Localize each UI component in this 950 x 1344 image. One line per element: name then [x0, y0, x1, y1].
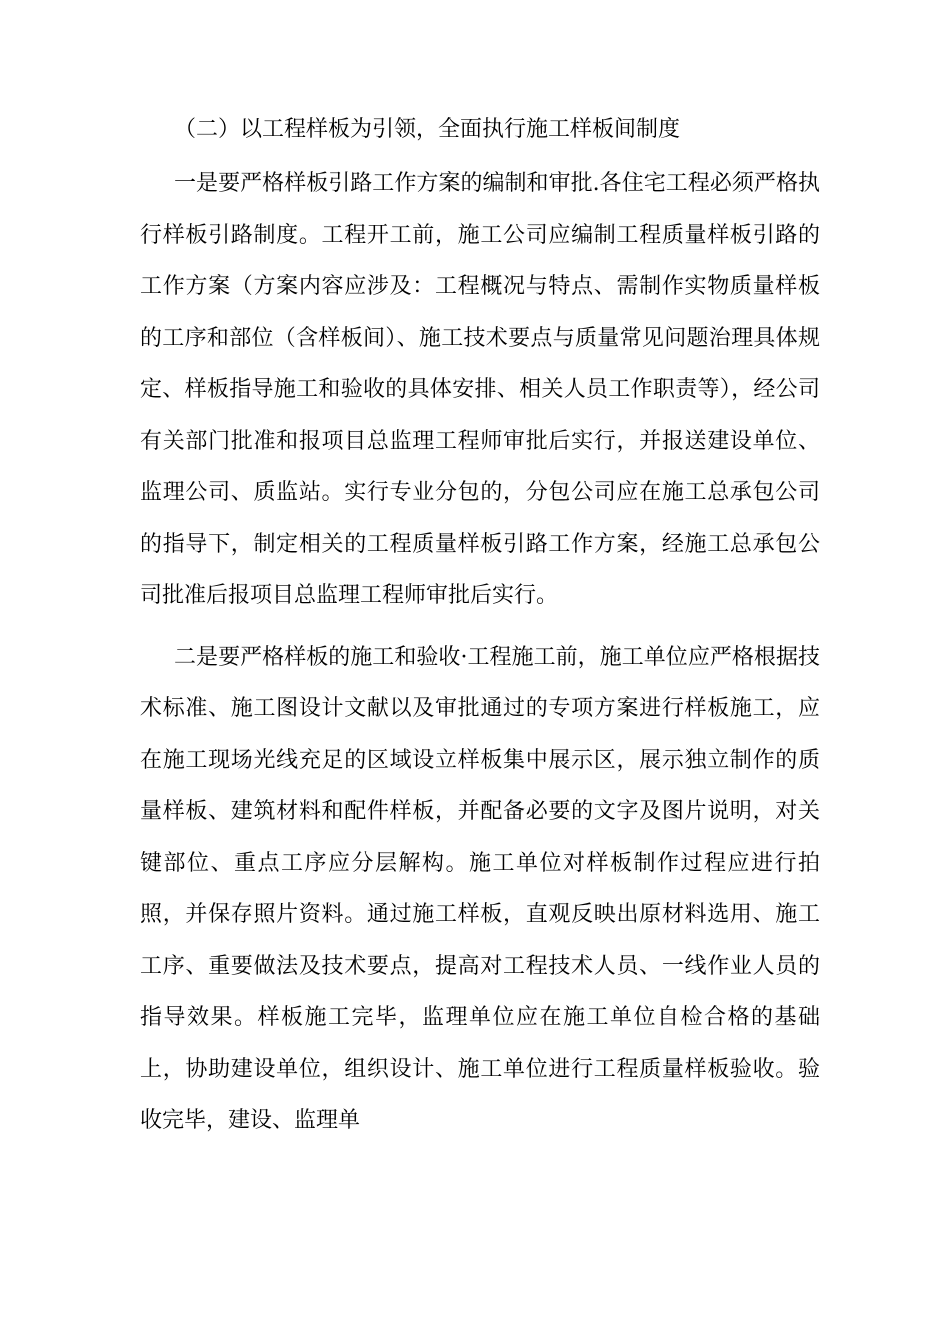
- section-heading: （二）以工程样板为引领，全面执行施工样板间制度: [174, 117, 681, 142]
- paragraph-1: 一是要严格样板引路工作方案的编制和审批.各住宅工程必须严格执行样板引路制度。工程开工前，施工公司应编制工程质量样板引路的工作方案（方案内容应涉及：工程概况与特点、需制作实物质量样板的工序和部位（含样板间）、施工技术要点与质量常见问题治理具体规定、样板指导施工和验收的具体安排、相关人员工作职责等），经公司有关部门批准和报项目总监理工程师审批后实行，并报送建设单位、监理公司、质监站。实行专业分包的，分包公司应在施工总承包公司的指导下，制定相关的工程质量样板引路工作方案，经施工总承包公司批准后报项目总监理工程师审批后实行。: [140, 171, 820, 608]
- paragraph-2: 二是要严格样板的施工和验收·工程施工前，施工单位应严格根据技术标准、施工图设计文献以及审批通过的专项方案进行样板施工，应在施工现场光线充足的区域设立样板集中展示区，展示独立制作的质量样板、建筑材料和配件样板，并配备必要的文字及图片说明，对关键部位、重点工序应分层解构。施工单位对样板制作过程应进行拍照，并保存照片资料。通过施工样板，直观反映出原材料选用、施工工序、重要做法及技术要点，提高对工程技术人员、一线作业人员的指导效果。样板施工完毕，监理单位应在施工单位自检合格的基础上，协助建设单位，组织设计、施工单位进行工程质量样板验收。验收完毕，建设、监理单: [140, 644, 820, 1133]
- document-body: [140, 110, 820, 1157]
